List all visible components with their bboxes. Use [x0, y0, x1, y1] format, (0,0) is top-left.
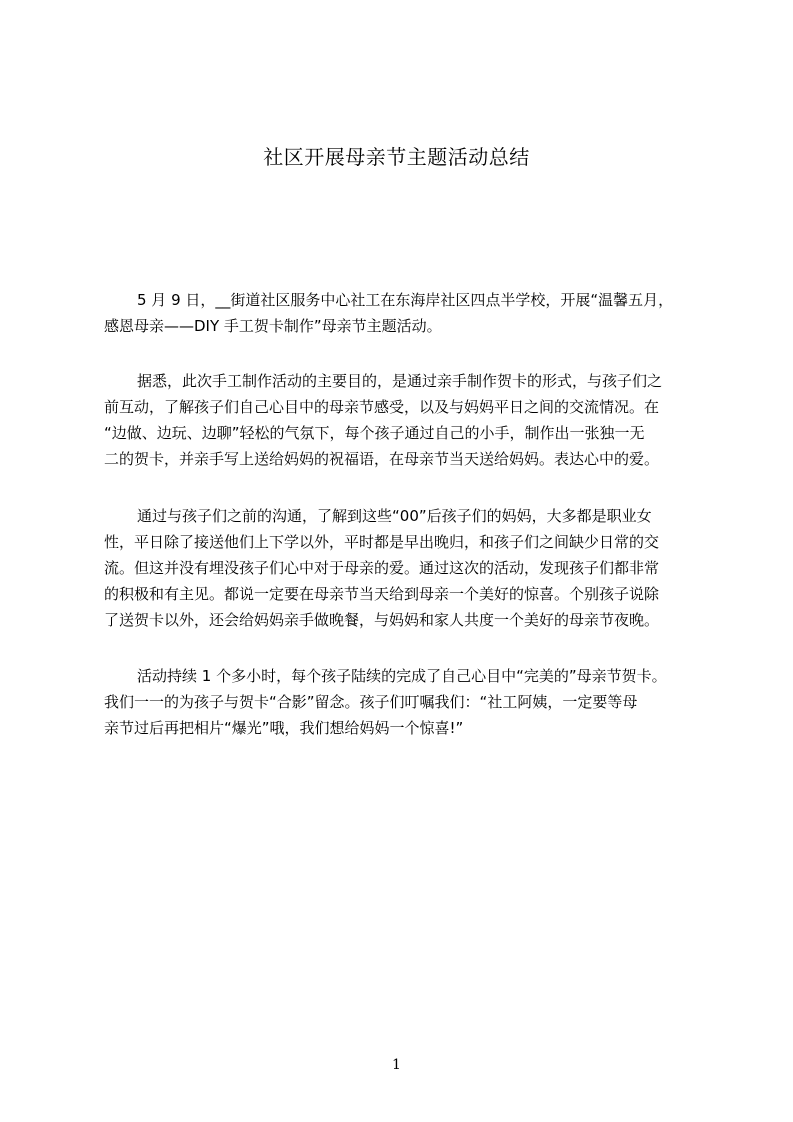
- paragraph-3: [104, 503, 694, 633]
- document-title: 社区开展母亲节主题活动总结: [263, 145, 530, 169]
- paragraph-line: 感恩母亲——DIY 手工贺卡制作”母亲节主题活动。: [104, 317, 442, 335]
- paragraph-1: [104, 287, 694, 339]
- paragraph-line: “边做、边玩、边聊”轻松的气氛下，每个孩子通过自己的小手，制作出一张独一无: [104, 424, 645, 442]
- paragraph-line: 了送贺卡以外，还会给妈妈亲手做晚餐，与妈妈和家人共度一个美好的母亲节夜晚。: [104, 611, 660, 629]
- page-number: 1: [392, 1057, 401, 1073]
- paragraph-line: 亲节过后再把相片“爆光”哦，我们想给妈妈一个惊喜!”: [104, 719, 464, 737]
- paragraph-line: 前互动，了解孩子们自己心目中的母亲节感受，以及与妈妈平日之间的交流情况。在: [104, 398, 660, 416]
- paragraph-line: 据悉，此次手工制作活动的主要目的，是通过亲手制作贺卡的形式，与孩子们之: [137, 372, 663, 390]
- paragraph-2: [104, 368, 694, 472]
- paragraph-line: 活动持续 1 个多小时，每个孩子陆续的完成了自己心目中“完美的”母亲节贺卡。: [137, 667, 667, 685]
- paragraph-line: 性，平日除了接送他们上下学以外，平时都是早出晚归，和孩子们之间缺少日常的交: [104, 533, 660, 551]
- paragraph-line: 我们一一的为孩子与贺卡“合影”留念。孩子们叮嘱我们：“社工阿姨，一定要等母: [104, 693, 638, 711]
- paragraph-line: 通过与孩子们之前的沟通，了解到这些“00”后孩子们的妈妈，大多都是职业女: [137, 507, 652, 525]
- paragraph-line: 5 月 9 日，__街道社区服务中心社工在东海岸社区四点半学校，开展“温馨五月，: [137, 291, 674, 309]
- paragraph-line: 二的贺卡，并亲手写上送给妈妈的祝福语，在母亲节当天送给妈妈。表达心中的爱。: [104, 450, 660, 468]
- paragraph-line: 流。但这并没有埋没孩子们心中对于母亲的爱。通过这次的活动，发现孩子们都非常: [104, 559, 660, 577]
- paragraph-line: 的积极和有主见。都说一定要在母亲节当天给到母亲一个美好的惊喜。个别孩子说除: [104, 585, 660, 603]
- paragraph-4: [104, 663, 694, 741]
